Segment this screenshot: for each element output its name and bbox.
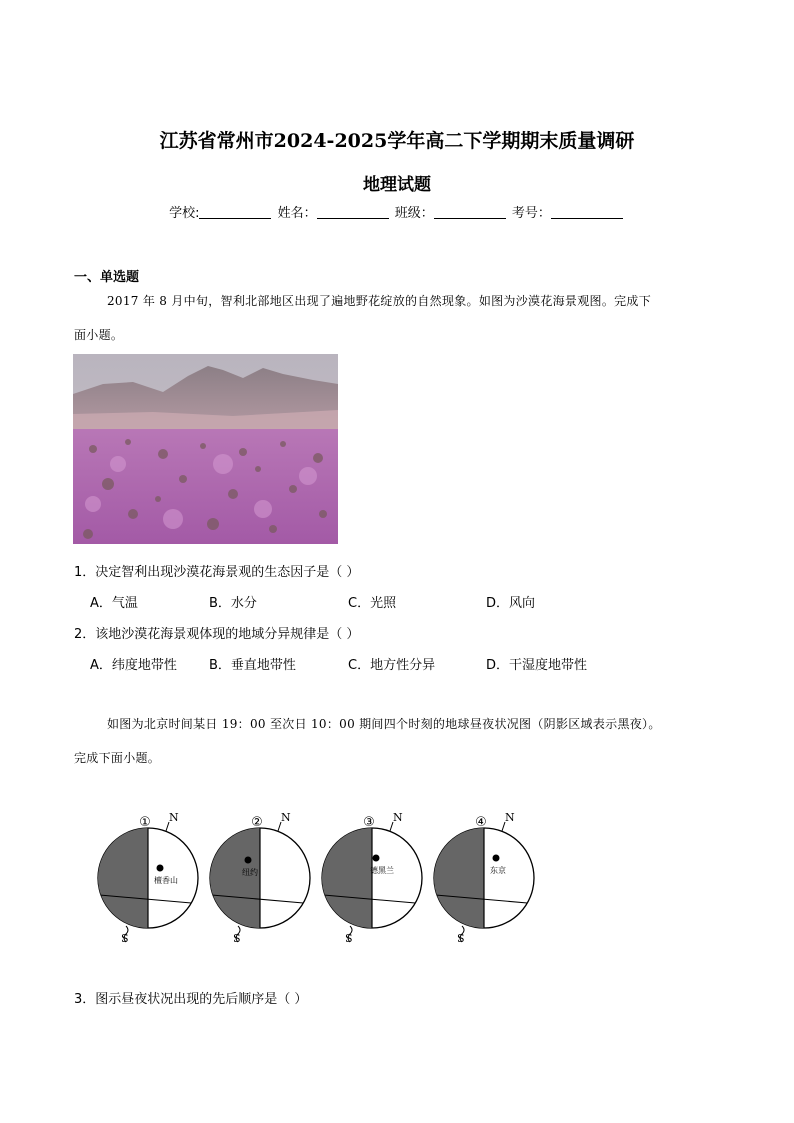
- night-half: [434, 828, 484, 928]
- passage-2-line-1: 如图为北京时间某日 19：00 至次日 10：00 期间四个时刻的地球昼夜状况图（阴影区域表示黑夜）。: [107, 717, 661, 731]
- question-1-stem: 1．决定智利出现沙漠花海景观的生态因子是（ ）: [74, 565, 360, 580]
- q1-option-d[interactable]: D．风向: [486, 596, 536, 611]
- panel-number: ④: [475, 815, 487, 830]
- student-info-line: [0, 202, 794, 221]
- passage-2-line-2: 完成下面小题。: [74, 751, 161, 765]
- south-label: S: [121, 932, 129, 945]
- passage-1-line-1: 2017 年 8 月中旬，智利北部地区出现了遍地野花绽放的自然现象。如图为沙漠花海景观图。完成下: [107, 294, 652, 308]
- question-2-options: [90, 654, 730, 674]
- globe-panel-1: [98, 811, 198, 945]
- q2-option-c[interactable]: C．地方性分异: [348, 658, 436, 673]
- night-half: [322, 828, 372, 928]
- q2-option-d[interactable]: D．干湿度地带性: [486, 658, 588, 673]
- city-dot: [373, 855, 380, 862]
- globe-panel-3: [322, 811, 422, 945]
- passage-1: [74, 284, 722, 352]
- q2-option-a[interactable]: A．纬度地带性: [90, 658, 177, 673]
- south-label: S: [457, 932, 465, 945]
- globe-panel-4: [434, 811, 534, 945]
- question-3-stem: 3．图示昼夜状况出现的先后顺序是（ ）: [74, 992, 308, 1007]
- day-night-diagram-svg: [90, 800, 550, 950]
- exam-number-blank: [551, 206, 623, 219]
- section-heading: 一、单选题: [74, 270, 140, 285]
- day-night-diagram: [90, 800, 550, 950]
- city-label: 东京: [490, 866, 506, 875]
- city-dot: [245, 857, 252, 864]
- north-label: N: [281, 811, 291, 824]
- page-title: 江苏省常州市2024-2025学年高二下学期期末质量调研: [159, 130, 635, 152]
- q1-option-b[interactable]: B．水分: [209, 596, 257, 611]
- name-blank: [317, 206, 389, 219]
- panel-number: ②: [251, 815, 263, 830]
- city-label: 德黑兰: [370, 866, 394, 875]
- north-label: N: [505, 811, 515, 824]
- south-label: S: [345, 932, 353, 945]
- panel-number: ①: [139, 815, 151, 830]
- south-label: S: [233, 932, 241, 945]
- class-label: 班级：: [394, 206, 434, 221]
- night-half: [210, 828, 260, 928]
- north-label: N: [393, 811, 403, 824]
- passage-1-line-2: 面小题。: [74, 328, 124, 342]
- page-subtitle: 地理试题: [363, 175, 431, 195]
- panel-number: ③: [363, 815, 375, 830]
- exam-number-label: 考号：: [511, 206, 551, 221]
- name-label: 姓名：: [277, 206, 317, 221]
- q1-option-c[interactable]: C．光照: [348, 596, 397, 611]
- city-dot: [157, 865, 164, 872]
- globe-panel-2: [210, 811, 310, 945]
- city-label: 纽约: [242, 868, 258, 877]
- north-label: N: [169, 811, 179, 824]
- desert-flower-photo: [73, 354, 338, 544]
- school-blank: [199, 206, 271, 219]
- question-2-stem: 2．该地沙漠花海景观体现的地域分异规律是（ ）: [74, 627, 360, 642]
- night-half: [98, 828, 148, 928]
- city-label: 檀香山: [154, 876, 178, 885]
- passage-2: [74, 707, 724, 775]
- question-1-options: [90, 592, 730, 612]
- city-dot: [493, 855, 500, 862]
- class-blank: [434, 206, 506, 219]
- school-label: 学校:: [169, 206, 200, 221]
- q1-option-a[interactable]: A．气温: [90, 596, 138, 611]
- q2-option-b[interactable]: B．垂直地带性: [209, 658, 296, 673]
